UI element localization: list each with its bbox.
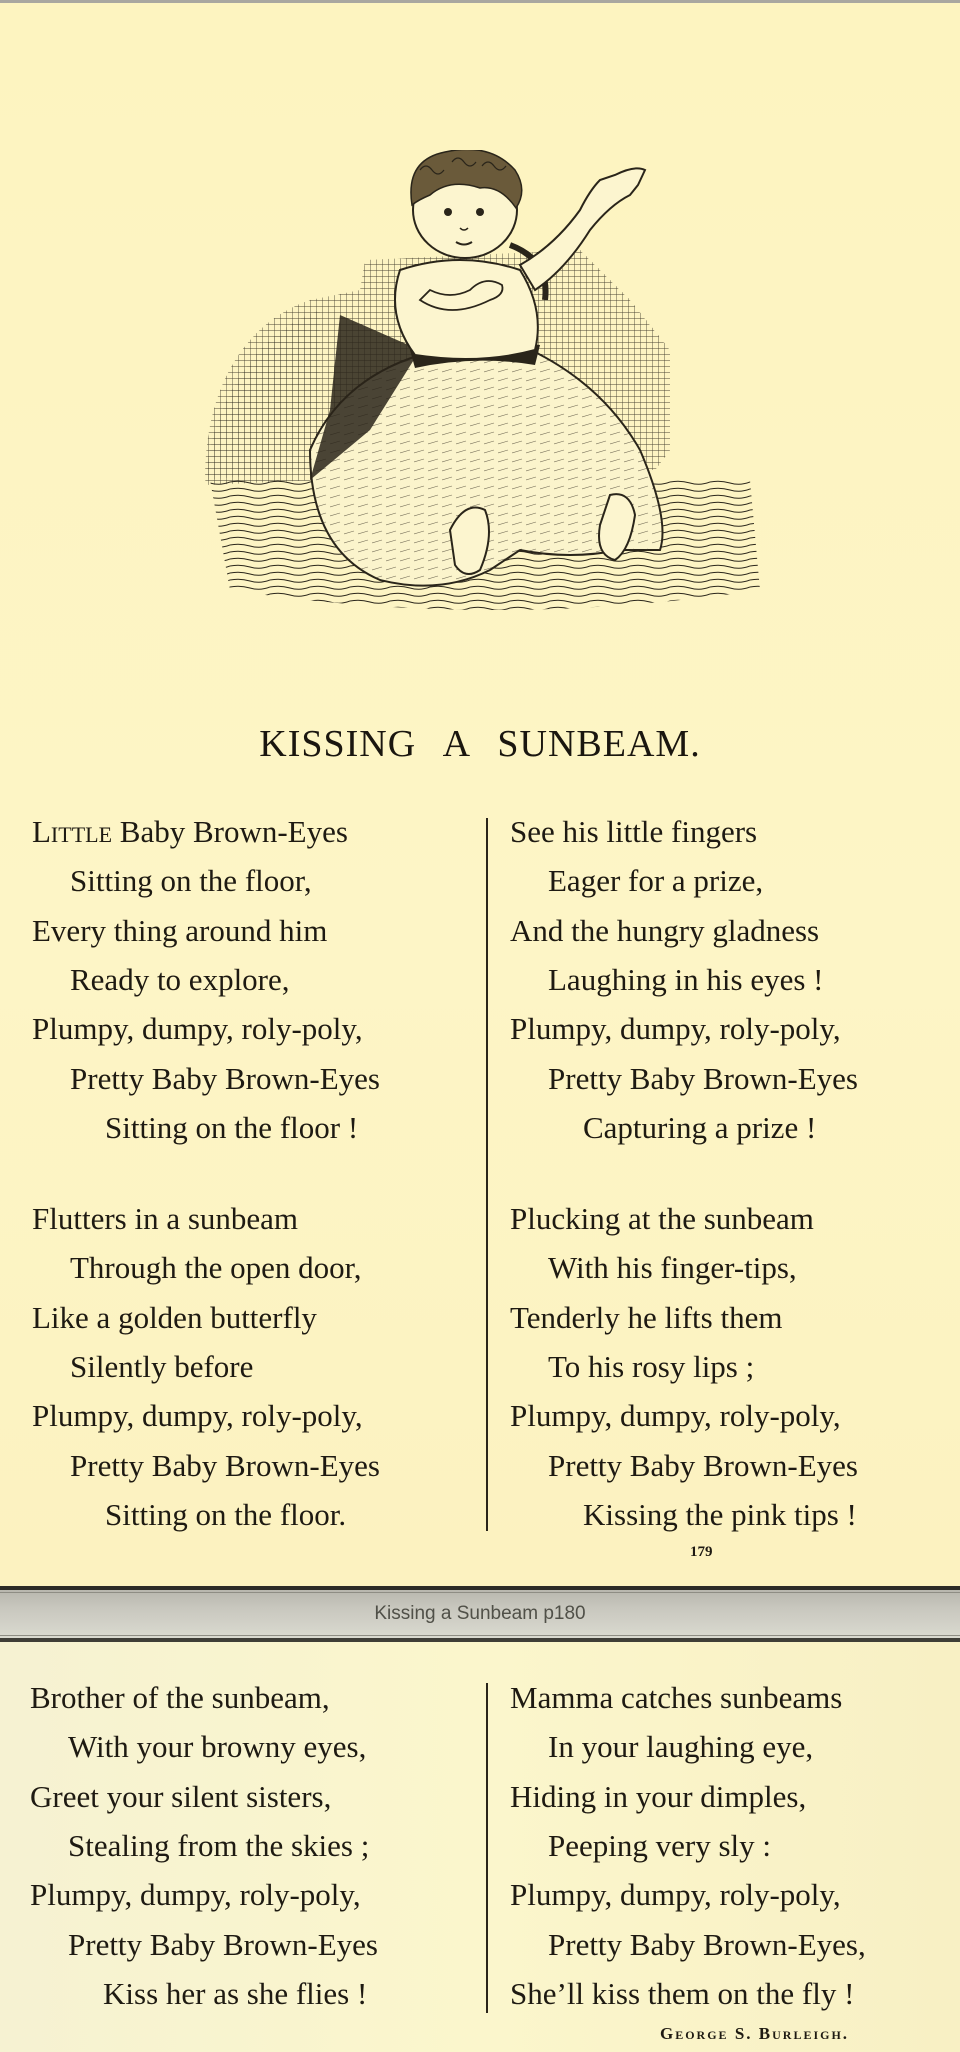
poem-line: Sitting on the floor, bbox=[70, 863, 312, 899]
poem-line: Plumpy, dumpy, roly-poly, bbox=[510, 1011, 841, 1047]
drop-lead-word: Little bbox=[32, 814, 113, 849]
poem-line: Stealing from the skies ; bbox=[68, 1827, 370, 1863]
poem-title: KISSING A SUNBEAM. bbox=[259, 723, 701, 765]
baby-illustration bbox=[190, 150, 770, 660]
poem-line: And the hungry gladness bbox=[510, 912, 820, 948]
poem-line: With your browny eyes, bbox=[68, 1729, 367, 1765]
poem-line: Every thing around him bbox=[32, 912, 328, 948]
poem-line: With his finger-tips, bbox=[548, 1250, 797, 1286]
poem-line: Pretty Baby Brown-Eyes bbox=[70, 1060, 380, 1096]
poem-line: Eager for a prize, bbox=[548, 863, 764, 899]
poem-line: Plucking at the sunbeam bbox=[510, 1201, 814, 1237]
poem-line: Plumpy, dumpy, roly-poly, bbox=[510, 1877, 841, 1913]
poem-line: Plumpy, dumpy, roly-poly, bbox=[32, 1011, 363, 1047]
poem-line: To his rosy lips ; bbox=[548, 1349, 755, 1384]
poem-line: Pretty Baby Brown-Eyes bbox=[70, 1447, 380, 1483]
poem-author: George S. Burleigh. bbox=[660, 2024, 850, 2043]
column-divider-p180 bbox=[486, 1683, 488, 2013]
poem-line: Pretty Baby Brown-Eyes bbox=[68, 1926, 378, 1962]
poem-line: Greet your silent sisters, bbox=[30, 1778, 332, 1814]
poem-line: Mamma catches sunbeams bbox=[510, 1680, 843, 1715]
poem-line: Kiss her as she flies ! bbox=[103, 1975, 368, 2011]
page-number: 179 bbox=[690, 1544, 713, 1560]
baby-torso bbox=[395, 260, 538, 359]
poem-line: See his little fingers bbox=[510, 814, 758, 849]
poem-line: Plumpy, dumpy, roly-poly, bbox=[30, 1877, 361, 1913]
poem-line: Pretty Baby Brown-Eyes, bbox=[548, 1926, 866, 1962]
poem-line: Laughing in his eyes ! bbox=[548, 961, 824, 997]
poem-line: Capturing a prize ! bbox=[583, 1109, 817, 1145]
line-text: Baby Brown-Eyes bbox=[112, 814, 348, 849]
page-title-bar[interactable] bbox=[0, 1586, 960, 1642]
column-divider-p179 bbox=[486, 818, 488, 1531]
poem-line: Ready to explore, bbox=[70, 961, 290, 997]
poem-line: Tenderly he lifts them bbox=[510, 1299, 783, 1335]
poem-line: Through the open door, bbox=[70, 1250, 362, 1286]
poem-line: Flutters in a sunbeam bbox=[32, 1201, 299, 1237]
poem-line: Kissing the pink tips ! bbox=[583, 1496, 857, 1532]
poem-line: Sitting on the floor ! bbox=[105, 1109, 359, 1145]
poem-line: Peeping very sly : bbox=[548, 1827, 771, 1863]
poem-line: Plumpy, dumpy, roly-poly, bbox=[510, 1398, 841, 1434]
poem-line: Hiding in your dimples, bbox=[510, 1778, 807, 1814]
poem-line: Sitting on the floor. bbox=[105, 1496, 347, 1532]
poem-line: Plumpy, dumpy, roly-poly, bbox=[32, 1398, 363, 1434]
poem-line: Pretty Baby Brown-Eyes bbox=[548, 1447, 858, 1483]
poem-line bbox=[32, 814, 348, 850]
window-title: Kissing a Sunbeam p180 bbox=[374, 1603, 586, 1624]
poem-line: Like a golden butterfly bbox=[32, 1299, 317, 1335]
poem-line: In your laughing eye, bbox=[548, 1729, 814, 1765]
poem-line: Pretty Baby Brown-Eyes bbox=[548, 1060, 858, 1096]
poem-line: Brother of the sunbeam, bbox=[30, 1680, 330, 1715]
poem-line: She’ll kiss them on the fly ! bbox=[510, 1975, 855, 2011]
poem-line: Silently before bbox=[70, 1349, 254, 1384]
